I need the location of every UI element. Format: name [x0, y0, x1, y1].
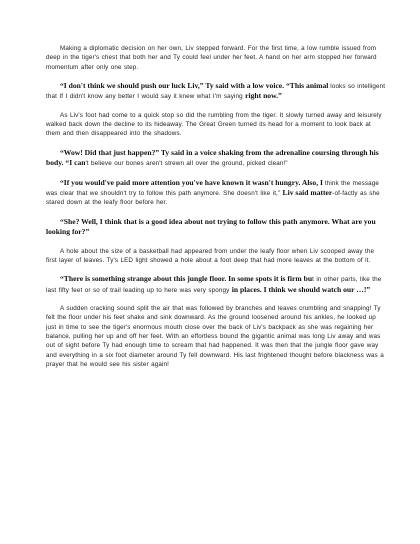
paragraph-text-run: 't believe our bones aren't strewn all over the ground, picked clean!”: [85, 160, 288, 168]
paragraph-text-run: Liv said matter: [282, 188, 333, 198]
paragraph-text-run: right now.”: [245, 91, 282, 101]
paragraph-text-run: t in other parts, like the last fifty feet or so of trail leading up to here was very spongy: [46, 276, 382, 294]
story-paragraph: [46, 111, 386, 139]
paragraph-text-run: looks so intelligent that If I didn't know any better I would say it knew what I'm saying: [46, 83, 386, 101]
paragraph-text-run: in places. I think we should watch our …!”: [231, 284, 371, 294]
story-paragraph: [46, 274, 386, 295]
story-paragraph: [46, 44, 386, 72]
paragraph-text-run: -of-factly as she stared down at the leafy floor before her.: [46, 190, 380, 207]
paragraph-text-run: “I don't think we should push our luck Liv,” Ty said with a low voice. “This animal: [60, 81, 331, 91]
paragraph-text-run: “Wow! Did that just happen?” Ty said in a voice shaking from the adrenaline coursing through his body. “I can: [46, 147, 379, 168]
story-paragraph: [46, 247, 386, 266]
paragraph-text-run: Making a diplomatic decision on her own, Liv stepped forward. For the first time, a low rumble issued from deep in the tiger's chest that both her and Ty could feel under her feet. A hand on her arm stopped her forward momentum after only one step.: [46, 45, 377, 71]
paragraph-text-run: A hole about the size of a basketball had appeared from under the leafy floor when Liv scooped away the first layer of leaves. Ty's LED light showed a hole about a foot deep that had more leaves at the bottom of it.: [46, 247, 375, 264]
story-paragraph: [46, 178, 386, 208]
paragraph-text-run: think the message was clear that we shouldn't try to follow this path anymore. She doesn't like it,”: [46, 179, 379, 198]
story-paragraph: [46, 304, 386, 369]
paragraph-text-run: As Liv's foot had come to a quick stop so did the rumbling from the tiger. It slowly turned away and leisurely walked back down the decline to its hideaway. The Great Green turned its head for a moment to look back at them and then disappeared into the shadows.: [46, 111, 382, 138]
story-paragraph: [46, 217, 386, 238]
story-paragraph: [46, 148, 386, 169]
story-paragraph: [46, 81, 386, 102]
paragraph-text-run: “If you would've paid more attention you've have known it wasn't hungry. Also, I: [60, 177, 325, 187]
paragraph-text-run: “She? Well, I think that is a good idea about not trying to follow this path anymore. What are you looking for?”: [46, 216, 376, 237]
paragraph-text-run: “There is something strange about this jungle floor. In some spots it is firm bu: [60, 274, 313, 284]
paragraph-text-run: A sudden cracking sound split the air that was followed by branches and leaves crumbling and snapping! Ty felt the floor under his feet shake and sink downward. As the ground loosened around his ankles, he looked up just in time to see the tiger's enormous mouth close over the back of Liv's backpack as she was regaining her balance, pulling her up and off her feet. With an effortless bound the gigantic animal was long Liv away and was out of sight before Ty had enough time to scream that had happened. It was then that the jungle floor gave way and everything in a six foot diameter around Ty fell downward. His last frightened thought before blackness was a prayer that he would see his sister again!: [46, 305, 384, 368]
